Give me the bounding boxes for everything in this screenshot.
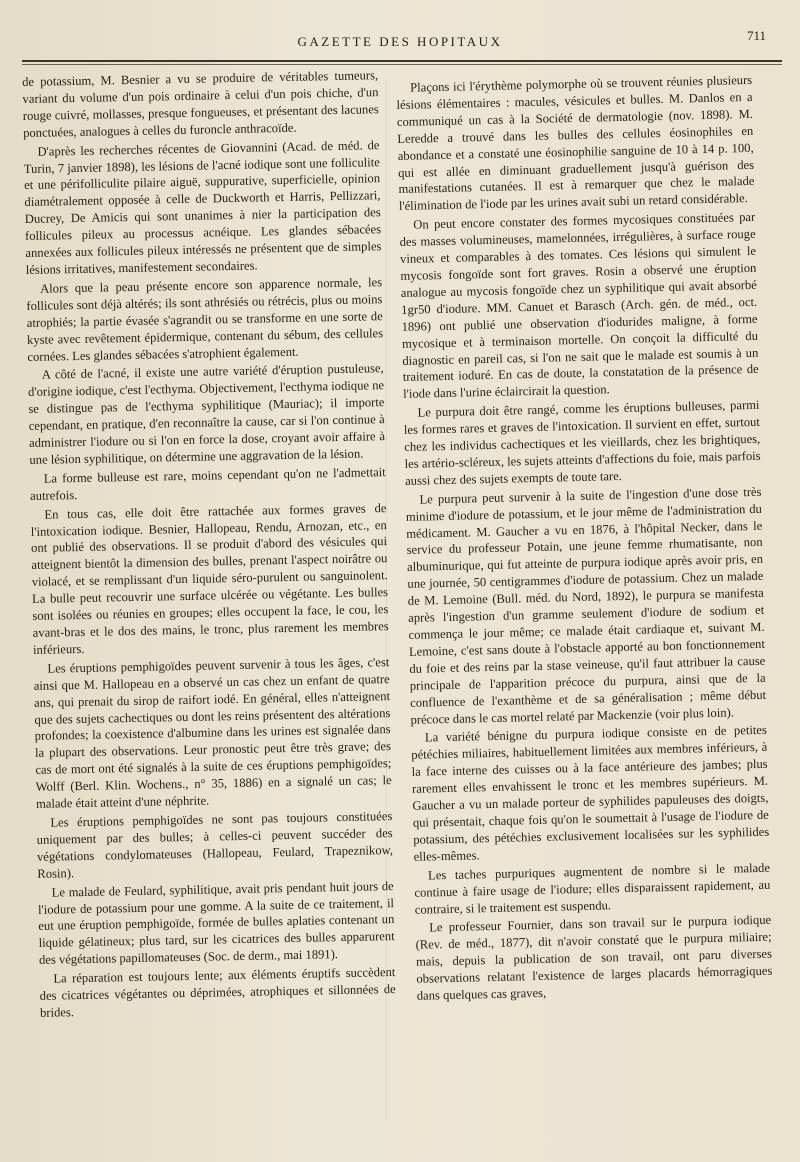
paragraph: Le purpura peut survenir à la suite de l'ingestion d'une dose très minime d'iodure de potassium, et le jour même de l'administration du médicament. M. Gaucher a vu en 1876, à l'hôpital Necker, dans le service du professeur Potain, une jeune femme rhumatisante, non albuminurique, qui fut atteinte de purpura iodique après avoir pris, en une journée, 50 centigrammes d'iodure de potassium. Chez un malade de M. Lemoine (Bull. méd. du Nord, 1892), le purpura se manifesta après l'ingestion d'un gramme seulement d'iodure de sodium et commença le jour même; ce malade était cardiaque et, suivant M. Lemoine, c'est sans doute à l'obstacle apporté au bon fonctionnement du foie et des reins par la stase veineuse, qu'il faut attribuer la cause principale de l'apparition précoce du purpura, ainsi que de la confluence de l'exanthème et de sa généralisation ; même début précoce dans le cas mortel relaté par Mackenzie (voir plus loin). xyxy=(405,484,767,727)
paragraph: Les éruptions pemphigoïdes peuvent survenir à tous les âges, c'est ainsi que M. Hallopeau en a observé un cas chez un enfant de quatre ans, qui prenait du sirop de raifort iodé. En général, elles n'atteignent que des sujets cachectiques ou dont les reins présentent des altérations profondes; la coexistence d'albumine dans les urines est signalée dans la plupart des observations. Leur pronostic peut être très grave; des cas de mort ont été signalés à la suite de ces éruptions pemphigoïdes; Wolff (Berl. Klin. Wochens., n° 35, 1886) en a signalé un cas; le malade était atteint d'une néphrite. xyxy=(33,654,392,811)
left-column xyxy=(22,67,398,1144)
page-number: 711 xyxy=(746,28,766,43)
paragraph: A côté de l'acné, il existe une autre variété d'éruption pustuleuse, d'origine iodique, c'est l'ecthyma. Objectivement, l'ecthyma iodique ne se distingue pas de l'ecthyma syphilitique (Mauriac); il importe cependant, en pratique, d'en reconnaître la cause, car si l'on continue à administrer l'iodure ou si l'on en force la dose, croyant avoir affaire à une lésion syphilitique, on détermine une aggravation de la lésion. xyxy=(27,361,386,467)
page-header xyxy=(20,30,780,60)
right-column xyxy=(396,72,776,1150)
paragraph: Le purpura doit être rangé, comme les éruptions bulleuses, parmi les formes rares et graves de l'intoxication. Il survient en effet, surtout chez les individus cachectiques et les vieillards, chez les brightiques, les artério-scléreux, les sujets atteints d'affections du foie, mais parfois aussi chez des sujets exempts de toute tare. xyxy=(403,398,761,488)
header-rule-thin xyxy=(22,64,782,65)
paragraph: Alors que la peau présente encore son apparence normale, les follicules sont déjà altérés; ils sont athrésiés ou rétrécis, plus ou moins atrophiés; la partie évasée s'agrandit ou se transforme en une sorte de kyste avec revêtement épidermique, contenant du sébum, des cellules cornées. Les glandes sébacées s'atrophient également. xyxy=(26,275,384,364)
paragraph: Les taches purpuriques augmentent de nombre si le malade continue à faire usage de l'iodure; elles disparaissent rapidement, au contraire, si le traitement est suspendu. xyxy=(414,860,771,917)
paragraph: La forme bulleuse est rare, moins cependant qu'on ne l'admettait autrefois. xyxy=(29,464,386,503)
paragraph: Le malade de Feulard, syphilitique, avait pris pendant huit jours de l'iodure de potassium pour une gomme. A la suite de ce traitement, il eut une éruption pemphigoïde, formée de bulles aplaties contenant un liquide gélatineux; plus tard, sur les cicatrices des bulles apparurent des végétations papillomateuses (Soc. de derm., mai 1891). xyxy=(37,878,395,968)
paragraph: Plaçons ici l'érythème polymorphe où se trouvent réunies plusieurs lésions élémentaires : macules, vésicules et bulles. M. Danlos en a communiqué un cas à la Société de dermatologie (nov. 1898). M. Leredde a trouvé dans les bulles des cellules éosinophiles en abondance et a constaté une éosinophilie sanguine de 10 à 14 p. 100, qui est allée en diminuant graduellement jusqu'à guérison des manifestations cutanées. Il est à remarquer que chez le malade l'élimination de l'iode par les urines avait subi un retard considérable. xyxy=(396,72,755,214)
paragraph: Le professeur Fournier, dans son travail sur le purpura iodique (Rev. de méd., 1877), dit n'avoir constaté que le purpura miliaire; mais, depuis la publication de son travail, ont paru diverses observations relatant l'existence de larges placards hémorragiques dans quelques cas graves, xyxy=(415,913,773,1003)
header-rule xyxy=(22,60,782,62)
paragraph: Les éruptions pemphigoïdes ne sont pas toujours constituées uniquement par des bulles; à celles-ci peuvent succéder des végétations condylomateuses (Hallopeau, Feulard, Trapeznikow, Rosin). xyxy=(36,808,394,881)
paragraph: D'après les recherches récentes de Giovannini (Acad. de méd. de Turin, 7 janvier 1898), les lésions de l'acné iodique sont une folliculite et une périfolliculite pilaire aiguë, suppurative, superficielle, opinion diamétralement opposée à celle de Duckworth et Harris, Pellizzari, Ducrey, De Amicis qui sont unanimes à nier la participation des follicules pileux au processus acnéique. Les glandes sébacées annexées aux follicules pileux intéressés ne présentent que de simples lésions irritatives, manifestement secondaires. xyxy=(23,137,382,277)
paragraph: La réparation est toujours lente; aux éléments éruptifs succèdent des cicatrices végétantes ou déprimées, atrophiques et sillonnées de brides. xyxy=(39,965,396,1020)
column-gutter xyxy=(386,80,387,1120)
running-title: GAZETTE DES HOPITAUX xyxy=(297,34,503,49)
paragraph: La variété bénigne du purpura iodique consiste en de petites pétéchies miliaires, habituellement limitées aux membres inférieurs, à la face interne des cuisses ou à la face antérieure des jambes; plus rarement elles envahissent le tronc et les membres supérieurs. M. Gaucher a vu un malade porteur de syphilides papuleuses des doigts, qui présentait, chaque fois qu'on le soumettait à l'usage de l'iodure de potassium, des pétéchies exclusivement localisées sur les syphilides elles-mêmes. xyxy=(411,723,770,864)
paragraph: En tous cas, elle doit être rattachée aux formes graves de l'intoxication iodique. Besnier, Hallopeau, Rendu, Arnozan, etc., en ont publié des observations. Il se produit d'abord des vésicules qui atteignent bientôt la dimension des bulles, prenant l'aspect noirâtre ou violacé, et se remplissant d'un liquide séro-purulent ou sanguinolent. La bulle peut recouvrir une surface ulcérée ou végétante. Les bulles sont isolées ou réunies en groupes; elles occupent la face, le cou, les avant-bras et le dos des mains, le tronc, plus rarement les membres inférieurs. xyxy=(30,500,389,657)
paragraph: de potassium, M. Besnier a vu se produire de véritables tumeurs, variant du volume d'un pois ordinaire à celui d'un pois chiche, d'un rouge cuivré, mollasses, presque fongueuses, et présentant des lacunes ponctuées, analogues à celles du furoncle anthracoïde. xyxy=(22,68,379,140)
paragraph: On peut encore constater des formes mycosiques constituées par des masses volumineuses, mamelonnées, irrégulières, à surface rouge vineux et comparables à des tomates. Ces lésions qui simulent le mycosis fongoïde sont fort graves. Rosin a observé une éruption analogue au mycosis fongoïde chez un syphilitique qui avait absorbé 1gr50 d'iodure. MM. Canuet et Barasch (Arch. gén. de méd., oct. 1896) ont publié une observation d'iodurides maligne, à forme mycosique et à terminaison mortelle. On conçoit la difficulté du diagnostic en pareil cas, si l'on ne sait que le malade est soumis à un traitement ioduré. En cas de doute, la constatation de la présence de l'iode dans l'urine éclaircirait la question. xyxy=(399,210,759,402)
